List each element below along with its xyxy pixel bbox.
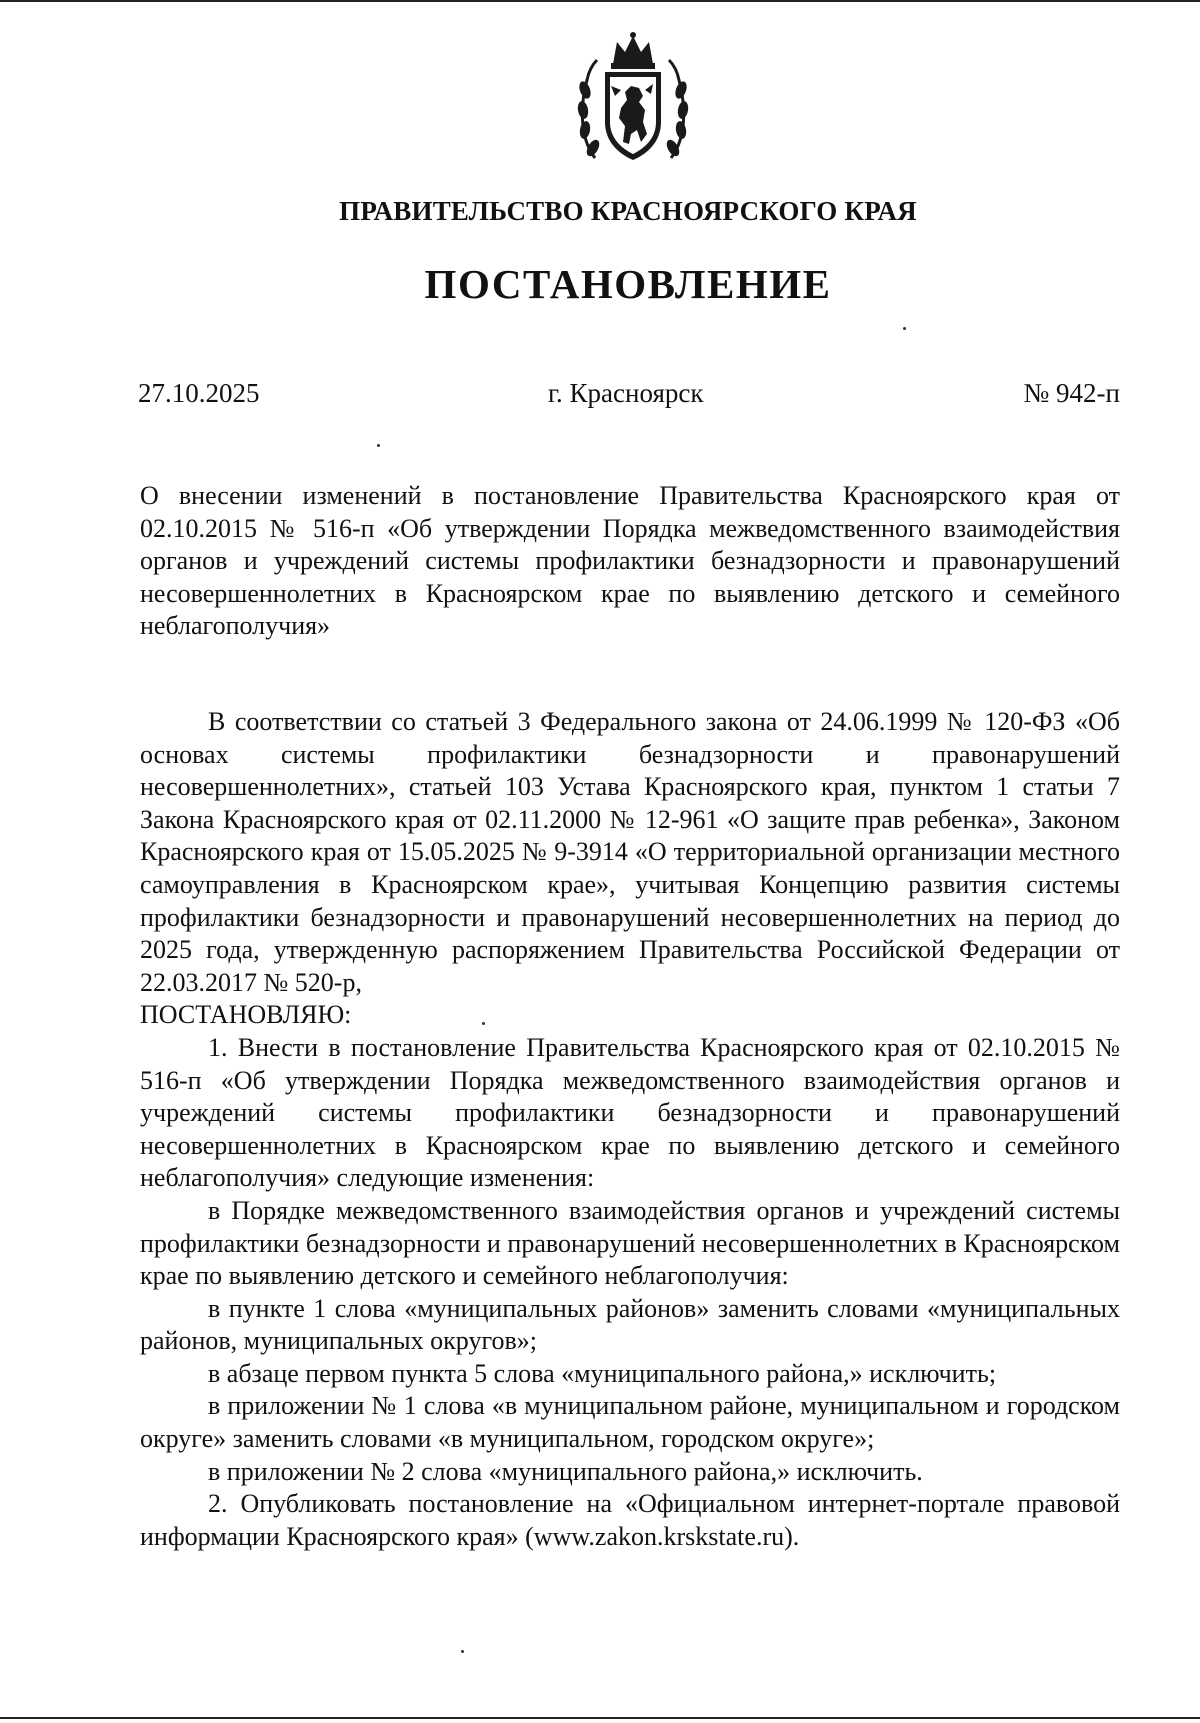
scan-speck (377, 444, 380, 447)
subject-paragraph: О внесении изменений в постановление Правительства Красноярского края от 02.10.2015 № 516-п «Об утверждении Порядка межведомственного взаимодействия органов и учреждений системы профилактики безнадзорности и правонарушений несовершеннолетних в Красноярском крае по выявлению детского и семейного неблагополучия» (140, 481, 1120, 641)
item-2-paragraph: 2. Опубликовать постановление на «Официальном интернет-портале правовой информации Красноярского края» (www.zakon.krskstate.ru). (140, 1489, 1120, 1551)
document-date: 27.10.2025 (138, 378, 260, 408)
scan-speck (461, 1650, 464, 1653)
document-number: № 942-п (1023, 378, 1120, 408)
decree-word: ПОСТАНОВЛЯЮ: (140, 1000, 352, 1030)
organization-title: ПРАВИТЕЛЬСТВО КРАСНОЯРСКОГО КРАЯ (339, 196, 917, 226)
appendix-2-paragraph: в приложении № 2 слова «муниципального района,» исключить. (208, 1456, 923, 1486)
document-type-title: ПОСТАНОВЛЕНИЕ (424, 261, 832, 307)
item-1-paragraph: 1. Внести в постановление Правительства Красноярского края от 02.10.2015 № 516-п «Об утверждении Порядка межведомственного взаимодействия органов и учреждений системы профилактики безнадзорности и правонарушений несовершеннолетних в Красноярском крае по выявлению детского и семейного неблагополучия» следующие изменения: (140, 1032, 1120, 1193)
appendix-1-paragraph: в приложении № 1 слова «в муниципальном районе, муниципальном и городском округе» заменить словами «в муниципальном, городском округе»; (140, 1391, 1120, 1454)
scan-speck (482, 1022, 485, 1025)
procedure-paragraph: в Порядке межведомственного взаимодействия органов и учреждений системы профилактики безнадзорности и правонарушений несовершеннолетних в Красноярском крае по выявлению детского и семейного неблагополучия: (140, 1195, 1120, 1291)
document-city: г. Красноярск (548, 378, 704, 408)
scan-speck (903, 327, 906, 330)
document-subject (140, 480, 1120, 643)
preamble-paragraph: В соответствии со статьей 3 Федерального закона от 24.06.1999 № 120-ФЗ «Об основах системы профилактики безнадзорности и правонарушений несовершеннолетних», статьей 103 Устава Красноярского края, пунктом 1 статьи 7 Закона Красноярского края от 02.11.2000 № 12-961 «О защите прав ребенка», Законом Красноярского края от 15.05.2025 № 9-3914 «О территориальной организации местного самоуправления в Красноярском крае», учитывая Концепцию развития системы профилактики безнадзорности и правонарушений несовершеннолетних на период до 2025 года, утвержденную распоряжением Правительства Российской Федерации от 22.03.2017 № 520-р, (140, 707, 1120, 997)
bottom-edge-line (0, 1717, 1200, 1719)
krasnoyarsk-coat-of-arms-icon (575, 30, 691, 168)
change-point-5-paragraph: в абзаце первом пункта 5 слова «муниципального района,» исключить; (208, 1358, 997, 1388)
top-edge-line (0, 0, 1200, 2)
change-point-1-paragraph: в пункте 1 слова «муниципальных районов» заменить словами «муниципальных районов, муниципальных округов»; (140, 1293, 1120, 1356)
document-body (140, 706, 1120, 1553)
